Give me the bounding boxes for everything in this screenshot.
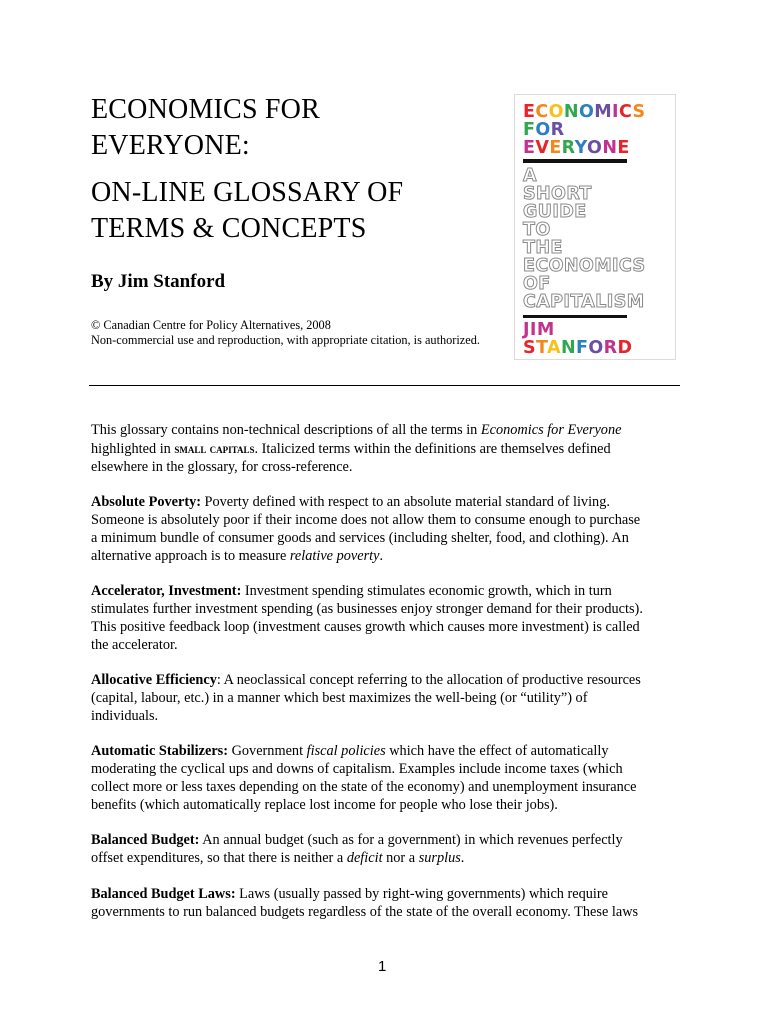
cover-economics-letter: O xyxy=(548,102,564,122)
intro-text: highlighted in xyxy=(91,440,175,457)
page-number: 1 xyxy=(378,958,387,975)
glossary-entry-balanced-budget xyxy=(91,832,691,868)
glossary-definition: (capital, labour, etc.) in a manner which best maximizes the well-being (or “utility”) of xyxy=(91,689,588,706)
cover-subtitle-line: CAPITALISM xyxy=(523,292,645,312)
title-line-1: ECONOMICS FOR xyxy=(91,94,320,125)
cover-everyone-letter: Y xyxy=(574,138,588,158)
book-title-reference: Economics for Everyone xyxy=(480,422,622,438)
cover-author-letter: N xyxy=(560,338,576,358)
glossary-definition: This positive feedback loop (investment causes growth which causes more investment) is called xyxy=(91,618,640,635)
cross-reference: surplus xyxy=(418,850,461,867)
license-line: Non-commercial use and reproduction, with appropriate citation, is authorized. xyxy=(91,333,480,347)
glossary-term: Balanced Budget Laws: xyxy=(91,885,236,902)
glossary-definition: collect more or less taxes depending on the state of the economy) and unemployment insurance xyxy=(91,778,637,795)
cover-title-for xyxy=(523,121,565,139)
intro-text: elsewhere in the glossary, for cross-reference. xyxy=(91,458,353,475)
cover-economics-letter: I xyxy=(612,102,619,122)
cover-for-letter: R xyxy=(550,120,565,140)
subtitle-line-2: TERMS & CONCEPTS xyxy=(91,213,367,244)
cover-economics-letter: C xyxy=(618,102,633,122)
glossary-definition: individuals. xyxy=(91,707,159,724)
cover-economics-letter: O xyxy=(578,102,595,122)
glossary-entry-absolute-poverty xyxy=(91,494,691,565)
cover-economics-letter: E xyxy=(523,102,536,122)
glossary-definition: a minimum bundle of consumer goods and services (including shelter, food, and clothing). An xyxy=(91,529,629,546)
cover-divider-top xyxy=(523,159,627,163)
cover-title-economics xyxy=(523,103,646,121)
glossary-definition: Someone is absolutely poor if their income does not allow them to consume enough to purchase xyxy=(91,511,641,528)
glossary-definition: alternative approach is to measure xyxy=(91,547,290,564)
cover-author-last xyxy=(523,339,632,357)
cover-everyone-letter: R xyxy=(561,138,575,158)
glossary-body xyxy=(91,422,691,939)
cover-subtitle-line: GUIDE xyxy=(523,202,587,222)
cover-author-letter: F xyxy=(576,338,589,358)
glossary-definition: . xyxy=(460,850,465,867)
glossary-definition: Government xyxy=(228,743,307,760)
cover-subtitle-line: TO xyxy=(523,220,551,240)
glossary-definition: Laws (usually passed by right-wing governments) which require xyxy=(235,885,609,902)
copyright-notice xyxy=(91,318,480,348)
cross-reference: fiscal policies xyxy=(306,743,386,760)
glossary-definition: governments to run balanced budgets regardless of the state of the overall economy. These laws xyxy=(91,903,639,920)
glossary-definition: benefits (which automatically replace lost income for people who lose their jobs). xyxy=(91,796,558,813)
glossary-term: Accelerator, Investment: xyxy=(91,583,242,600)
glossary-definition: nor a xyxy=(382,850,419,867)
cover-author-letter: T xyxy=(536,338,547,358)
cover-subtitle-line: ECONOMICS xyxy=(523,256,646,276)
cover-everyone-letter: V xyxy=(535,138,550,158)
cover-economics-letter: C xyxy=(535,102,549,122)
glossary-definition: . xyxy=(379,547,384,564)
cover-everyone-letter: E xyxy=(617,138,630,158)
cover-economics-letter: M xyxy=(594,102,613,122)
glossary-definition: moderating the cyclical ups and downs of capitalism. Examples include income taxes (which xyxy=(91,761,623,778)
glossary-term: Absolute Poverty: xyxy=(91,494,201,511)
intro-text: This glossary contains non-technical descriptions of all the terms in xyxy=(91,422,481,438)
cover-everyone-letter: O xyxy=(587,138,603,158)
cover-everyone-letter: E xyxy=(549,138,562,158)
cross-reference: relative poverty xyxy=(289,547,380,564)
horizontal-divider xyxy=(89,385,680,386)
glossary-definition: : A neoclassical concept referring to the allocation of productive resources xyxy=(216,672,641,689)
cover-divider-bottom xyxy=(523,315,627,318)
glossary-definition: An annual budget (such as for a government) in which revenues perfectly xyxy=(199,832,623,849)
intro-paragraph xyxy=(91,422,691,476)
cover-economics-letter: N xyxy=(563,102,579,122)
glossary-entry-accelerator xyxy=(91,583,691,654)
subtitle-line-1: ON-LINE GLOSSARY OF xyxy=(91,177,404,208)
cover-for-letter: F xyxy=(523,120,536,140)
cover-everyone-letter: N xyxy=(602,138,618,158)
small-caps-text: small capitals xyxy=(174,440,255,456)
cover-author-first: JIM xyxy=(523,320,555,340)
cover-economics-letter: S xyxy=(632,102,646,122)
cover-everyone-letter: E xyxy=(523,138,536,158)
cover-title-everyone xyxy=(523,139,630,157)
glossary-definition: stimulates further investment spending (as businesses enjoy stronger demand for their products). xyxy=(91,600,643,617)
cover-subtitle-line: OF xyxy=(523,274,551,294)
cover-for-letter: O xyxy=(535,120,551,140)
glossary-entry-balanced-budget-laws xyxy=(91,886,691,922)
intro-text: . Italicized terms within the definitions are themselves defined xyxy=(254,440,611,457)
copyright-line: © Canadian Centre for Policy Alternatives, 2008 xyxy=(91,318,331,332)
glossary-term: Allocative Efficiency xyxy=(91,672,217,689)
glossary-definition: offset expenditures, so that there is neither a xyxy=(91,850,347,867)
cover-author-letter: D xyxy=(617,338,633,358)
cover-subtitle-line: SHORT xyxy=(523,184,592,204)
glossary-term: Balanced Budget: xyxy=(91,832,200,849)
glossary-definition: Poverty defined with respect to an absolute material standard of living. xyxy=(200,494,610,511)
glossary-entry-automatic-stabilizers xyxy=(91,743,691,814)
glossary-definition: Investment spending stimulates economic growth, which in turn xyxy=(241,583,612,600)
glossary-definition: the accelerator. xyxy=(91,636,178,653)
cover-author-letter: R xyxy=(603,338,618,358)
glossary-term: Automatic Stabilizers: xyxy=(91,743,228,760)
document-title xyxy=(91,92,320,164)
cover-author-letter: O xyxy=(588,338,604,358)
document-subtitle xyxy=(91,175,403,247)
glossary-definition: which have the effect of automatically xyxy=(385,743,609,760)
author-byline: By Jim Stanford xyxy=(91,271,226,292)
title-line-2: EVERYONE: xyxy=(91,130,250,161)
glossary-entry-allocative-efficiency xyxy=(91,672,691,725)
book-cover-image xyxy=(514,94,676,360)
cover-subtitle-line: A xyxy=(523,166,537,186)
cover-subtitle-line: THE xyxy=(523,238,563,258)
cover-author-letter: A xyxy=(547,338,561,358)
cover-author-letter: S xyxy=(523,338,537,358)
cross-reference: deficit xyxy=(346,850,383,867)
